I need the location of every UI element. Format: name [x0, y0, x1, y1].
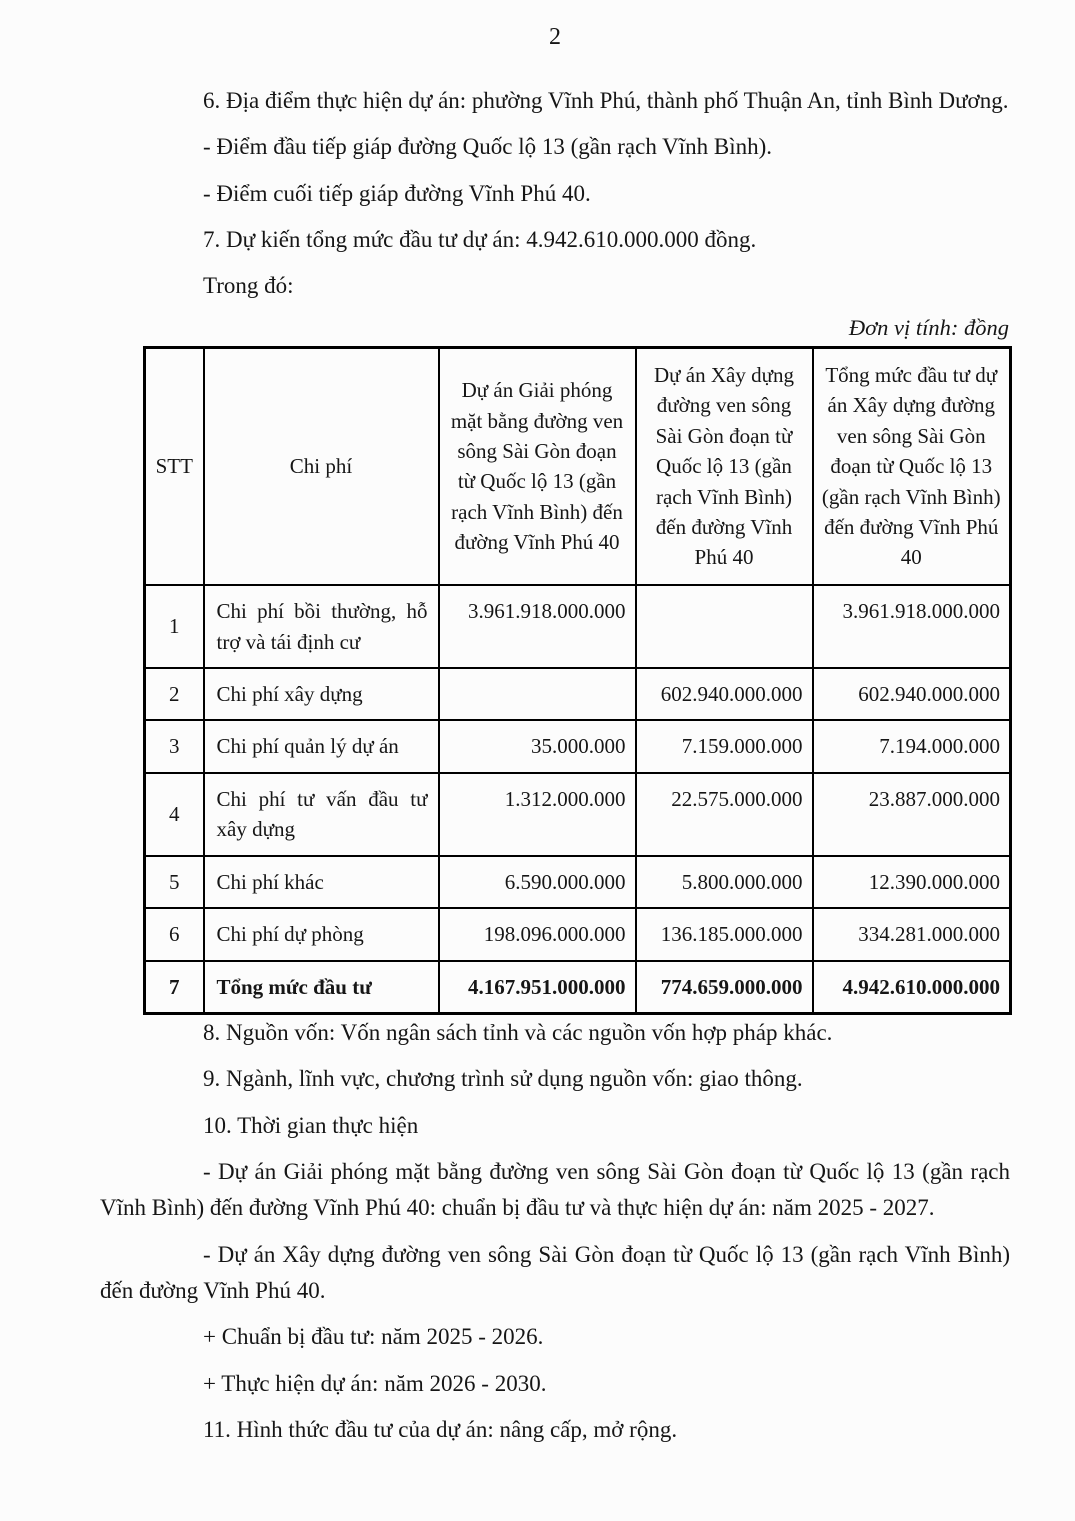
header-total: Tổng mức đầu tư dự án Xây dựng đường ven sông Sài Gòn đoạn từ Quốc lộ 13 (gần rạch Vĩnh Bình) đến đường Vĩnh Phú 40 [813, 347, 1011, 585]
paragraph-10-timeline: 10. Thời gian thực hiện [203, 1112, 419, 1138]
cell-stt: 2 [145, 668, 204, 720]
paragraph-project-gpmb-timeline: - Dự án Giải phóng mặt bằng đường ven sông Sài Gòn đoạn từ Quốc lộ 13 (gần rạch Vĩnh Bình) đến đường Vĩnh Phú 40: chuẩn bị đầu tư và thực hiện dự án: năm 2025 - 2027. [100, 1159, 1010, 1221]
cell-label: Tổng mức đầu tư [204, 961, 439, 1014]
paragraph-project-xaydung-timeline: - Dự án Xây dựng đường ven sông Sài Gòn đoạn từ Quốc lộ 13 (gần rạch Vĩnh Bình) đến đường Vĩnh Phú 40. [100, 1241, 1010, 1304]
table-row [145, 668, 1011, 720]
table-row [145, 856, 1011, 908]
cell-gpmb: 3.961.918.000.000 [439, 585, 636, 668]
header-project-xaydung: Dự án Xây dựng đường ven sông Sài Gòn đoạn từ Quốc lộ 13 (gần rạch Vĩnh Bình) đến đường Vĩnh Phú 40 [636, 347, 813, 585]
cell-xdung [636, 585, 813, 668]
table-row [145, 585, 1011, 668]
paragraph-7-total-investment: 7. Dự kiến tổng mức đầu tư dự án: 4.942.610.000.000 đồng. [203, 226, 757, 252]
cell-label: Chi phí khác [204, 856, 439, 908]
paragraph-end-point: - Điểm cuối tiếp giáp đường Vĩnh Phú 40. [203, 180, 591, 206]
cell-stt: 5 [145, 856, 204, 908]
cell-stt: 7 [145, 961, 204, 1014]
cell-label: Chi phí quản lý dự án [204, 720, 439, 772]
page-number: 2 [549, 24, 561, 50]
cell-xdung: 774.659.000.000 [636, 961, 813, 1014]
header-project-gpmb: Dự án Giải phóng mặt bằng đường ven sông Sài Gòn đoạn từ Quốc lộ 13 (gần rạch Vĩnh Bình) đến đường Vĩnh Phú 40 [439, 347, 636, 585]
cell-xdung: 602.940.000.000 [636, 668, 813, 720]
table-row [145, 773, 1011, 856]
cell-stt: 3 [145, 720, 204, 772]
cell-stt: 6 [145, 908, 204, 960]
cell-tong: 7.194.000.000 [813, 720, 1011, 772]
cell-tong: 12.390.000.000 [813, 856, 1011, 908]
cell-tong: 602.940.000.000 [813, 668, 1011, 720]
cell-xdung: 5.800.000.000 [636, 856, 813, 908]
cost-table [143, 346, 1012, 1015]
table-row [145, 720, 1011, 772]
cell-label: Chi phí xây dựng [204, 668, 439, 720]
unit-note: Đơn vị tính: đồng [848, 314, 1009, 340]
header-chi-phi: Chi phí [204, 347, 439, 585]
header-stt: STT [145, 347, 204, 585]
cell-gpmb: 35.000.000 [439, 720, 636, 772]
cell-tong: 4.942.610.000.000 [813, 961, 1011, 1014]
cell-tong: 3.961.918.000.000 [813, 585, 1011, 668]
paragraph-start-point: - Điểm đầu tiếp giáp đường Quốc lộ 13 (gần rạch Vĩnh Bình). [203, 134, 773, 160]
table-header-row [145, 347, 1011, 585]
cell-stt: 1 [145, 585, 204, 668]
table-row-total [145, 961, 1011, 1014]
paragraph-11-investment-form: 11. Hình thức đầu tư của dự án: nâng cấp, mở rộng. [203, 1417, 678, 1443]
cell-gpmb: 4.167.951.000.000 [439, 961, 636, 1014]
cell-gpmb: 6.590.000.000 [439, 856, 636, 908]
paragraph-trong-do: Trong đó: [203, 273, 294, 299]
cell-gpmb [439, 668, 636, 720]
paragraph-6-location: 6. Địa điểm thực hiện dự án: phường Vĩnh Phú, thành phố Thuận An, tỉnh Bình Dương. [203, 88, 1009, 113]
table-row [145, 908, 1011, 960]
cell-stt: 4 [145, 773, 204, 856]
paragraph-8-funding: 8. Nguồn vốn: Vốn ngân sách tỉnh và các nguồn vốn hợp pháp khác. [203, 1020, 833, 1046]
cell-tong: 334.281.000.000 [813, 908, 1011, 960]
cell-xdung: 136.185.000.000 [636, 908, 813, 960]
cell-xdung: 22.575.000.000 [636, 773, 813, 856]
cell-label: Chi phí dự phòng [204, 908, 439, 960]
cell-xdung: 7.159.000.000 [636, 720, 813, 772]
paragraph-preparation-period: + Chuẩn bị đầu tư: năm 2025 - 2026. [203, 1324, 544, 1350]
cell-tong: 23.887.000.000 [813, 773, 1011, 856]
paragraph-9-sector: 9. Ngành, lĩnh vực, chương trình sử dụng nguồn vốn: giao thông. [203, 1066, 803, 1092]
cell-gpmb: 198.096.000.000 [439, 908, 636, 960]
paragraph-execution-period: + Thực hiện dự án: năm 2026 - 2030. [203, 1370, 547, 1396]
cell-gpmb: 1.312.000.000 [439, 773, 636, 856]
cell-label: Chi phí tư vấn đầu tư xây dựng [204, 773, 439, 856]
cell-label: Chi phí bồi thường, hỗ trợ và tái định cư [204, 585, 439, 668]
